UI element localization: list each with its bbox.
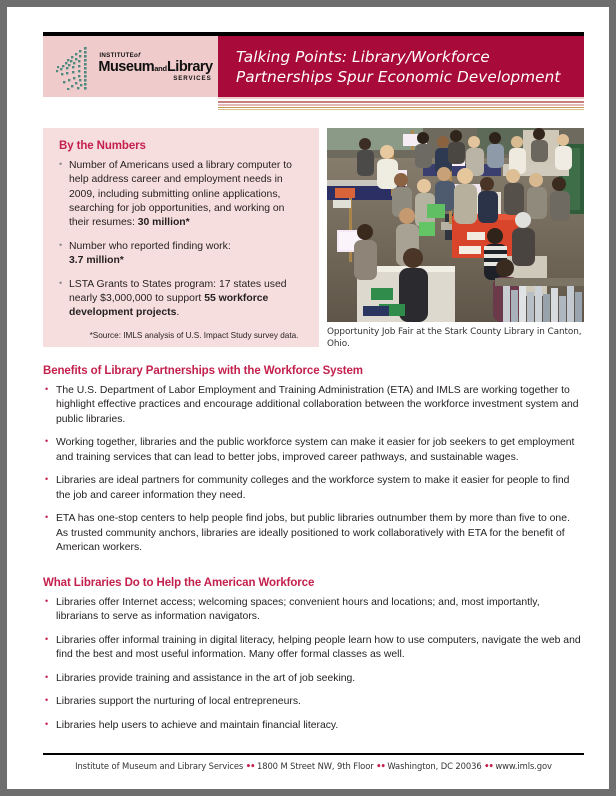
logo-line3-services: SERVICES (173, 74, 212, 82)
list-item (57, 159, 305, 231)
starburst-icon (54, 46, 94, 90)
section-heading: What Libraries Do to Help the American Workforce (43, 577, 315, 589)
header-title-band (218, 32, 584, 97)
decorative-stripes (218, 97, 584, 111)
list-item: • Libraries offer informal training in digital literacy, helping people learn how to use computers, navigate the web and find the best and most useful information. Many offer formal classes as well. (43, 634, 584, 663)
list-item: • Working together, libraries and the public workforce system can make it easier for job seekers to get employment and training services that can lead to better jobs, improved career pathways, and sustainable wages. (43, 436, 584, 465)
list-item: • The U.S. Department of Labor Employment and Training Administration (ETA) and IMLS are working together to highlight effective practices and encourage additional collaboration between the workforce investment system and public libraries. (43, 384, 584, 427)
imls-logo-box (43, 32, 218, 97)
section-benefits (43, 365, 584, 565)
footer (43, 761, 584, 771)
logo-line1-of: of (134, 52, 141, 60)
document-header (43, 32, 584, 97)
footer-divider (43, 753, 584, 755)
logo-line1-institute: INSTITUTE (99, 52, 135, 60)
list-item: • Libraries offer Internet access; welcoming spaces; convenient hours and locations; and, most importantly, librarians to serve as information navigators. (43, 596, 584, 625)
imls-logo (54, 46, 212, 90)
stat-tail-2: . (176, 307, 180, 319)
list-item: • Libraries support the nurturing of local entrepreneurs. (43, 695, 584, 709)
photo-block (327, 128, 584, 351)
list-item: • Libraries are ideal partners for community colleges and the workforce system to make it easier for people to find the job and career information they need. (43, 474, 584, 503)
footer-address: 1800 M Street NW, 9th Floor (257, 761, 374, 771)
list-item (57, 240, 305, 269)
stat-highlight-0: 30 million* (137, 217, 190, 229)
section-bullet-list (43, 596, 584, 733)
section-heading: Benefits of Library Partnerships with the Workforce System (43, 365, 363, 377)
job-fair-photo (327, 128, 584, 322)
imls-logo-text (98, 53, 212, 82)
footer-separator: •• (484, 761, 493, 771)
footer-org: Institute of Museum and Library Services (75, 761, 244, 771)
logo-line2-library: Library (166, 59, 213, 76)
footer-separator: •• (376, 761, 385, 771)
photo-caption: Opportunity Job Fair at the Stark County Library in Canton, Ohio. (327, 327, 582, 349)
by-the-numbers-box (43, 128, 319, 347)
section-workforce (43, 577, 584, 742)
list-item: • Libraries help users to achieve and maintain financial literacy. (43, 719, 584, 733)
section-bullet-list (43, 384, 584, 556)
logo-line2-and: and (154, 64, 167, 74)
logo-line2-museum: Museum (98, 59, 155, 76)
by-the-numbers-list (57, 159, 305, 321)
stat-highlight-1: 3.7 million* (69, 255, 124, 267)
list-item: • Libraries provide training and assistance in the art of job seeking. (43, 672, 584, 686)
stat-text-0: Number of Americans used a library computer to help address career and employment needs in 2009, including submitting online applications, searching for job opportunities, and working on their resumes: (69, 160, 292, 229)
document-page (7, 7, 609, 789)
page-title: Talking Points: Library/Workforce Partnerships Spur Economic Development (236, 48, 561, 87)
footer-website[interactable]: www.imls.gov (495, 761, 552, 771)
list-item: • ETA has one-stop centers to help people find jobs, but public libraries outnumber them by more than five to one. As trusted community anchors, libraries are ideally positioned to work collaboratively with ETA for the benefit of American workers. (43, 512, 584, 555)
source-note: *Source: IMLS analysis of U.S. Impact Study survey data. (89, 330, 299, 340)
photo-illustration (327, 128, 584, 322)
footer-separator: •• (245, 761, 255, 771)
stat-text-1: Number who reported finding work: (69, 240, 231, 252)
footer-city: Washington, DC 20036 (387, 761, 482, 771)
stat-text-2: LSTA Grants to States program: 17 states used nearly $3,000,000 to support (69, 278, 287, 304)
list-item (57, 278, 305, 321)
stat-highlight-2: 55 workforce development projects (69, 292, 269, 319)
by-the-numbers-heading: By the Numbers (59, 140, 146, 152)
